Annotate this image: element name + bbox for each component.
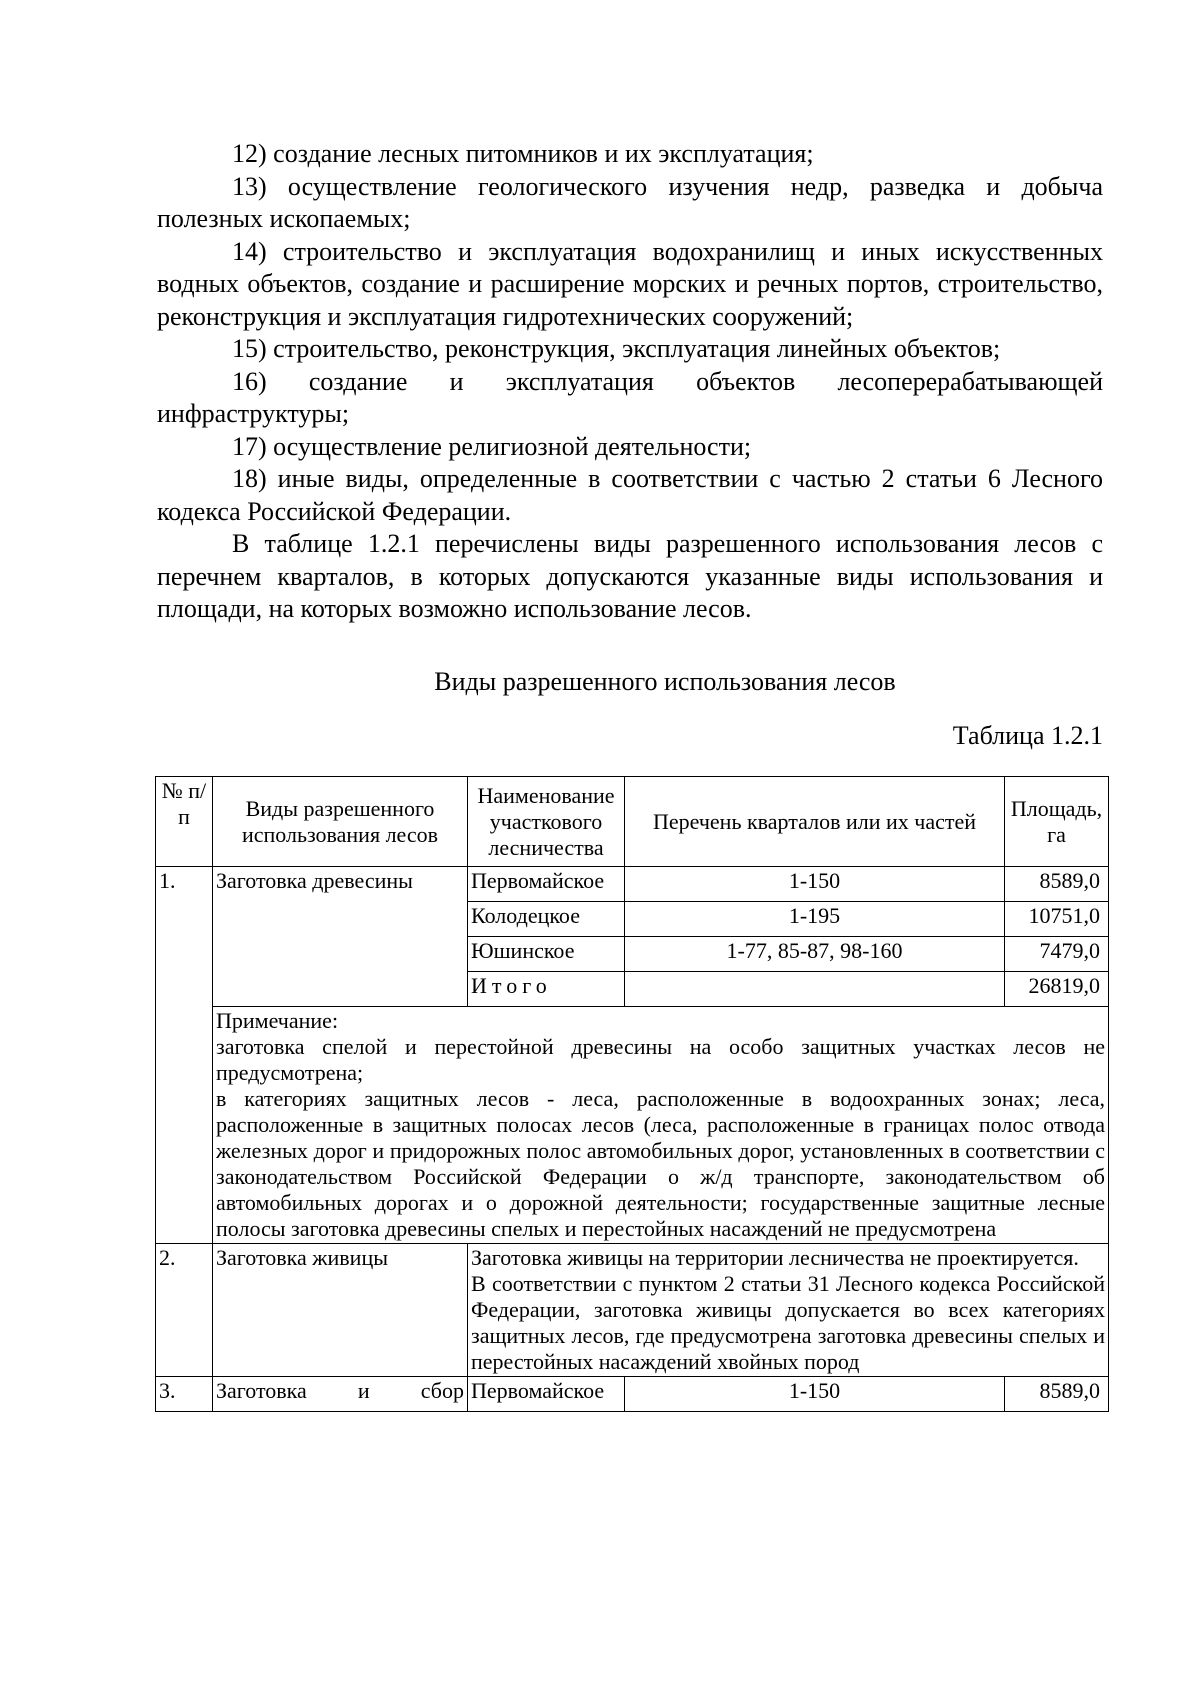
table-header-row bbox=[156, 777, 1109, 867]
table-row bbox=[156, 867, 1109, 902]
row1-total-quarters bbox=[625, 972, 1005, 1007]
row1-forestry-2: Колодецкое bbox=[468, 902, 625, 937]
header-kind: Виды разрешенного использования лесов bbox=[213, 777, 468, 867]
paragraph-12: 12) создание лесных питомников и их эксплуатация; bbox=[232, 139, 814, 168]
header-num: № п/п bbox=[156, 777, 213, 867]
row1-area-3: 7479,0 bbox=[1005, 937, 1109, 972]
row2-num: 2. bbox=[156, 1244, 213, 1377]
row3-forestry: Первомайское bbox=[468, 1377, 625, 1412]
row1-total-label: Итого bbox=[468, 972, 625, 1007]
row1-quarters-2: 1-195 bbox=[625, 902, 1005, 937]
table-row bbox=[156, 1007, 1109, 1244]
row2-text bbox=[468, 1244, 1109, 1377]
permitted-uses-table bbox=[155, 776, 1109, 1412]
paragraph-18: 18) иные виды, определенные в соответствии с частью 2 статьи 6 Лесного кодекса Российской Федерации. bbox=[157, 464, 1103, 526]
row3-area: 8589,0 bbox=[1005, 1377, 1109, 1412]
paragraph-16: 16) создание и эксплуатация объектов лесоперерабатывающей инфраструктуры; bbox=[157, 366, 1103, 428]
row3-quarters: 1-150 bbox=[625, 1377, 1005, 1412]
note-title: Примечание: bbox=[216, 1008, 339, 1033]
row1-num: 1. bbox=[156, 867, 213, 1244]
table-title: Виды разрешенного использования лесов bbox=[434, 666, 896, 696]
row1-area-1: 8589,0 bbox=[1005, 867, 1109, 902]
note-text-2: в категориях защитных лесов - леса, расположенные в водоохранных зонах; леса, расположенные в защитных полосах лесов (леса, расположенные в границах полос отвода железных дорог и придорожных полос автомобильных дорог, установленных в соответствии с законодательством Российской Федерации о ж/д транспорте, законодательством об автомобильных дорогах и о дорожной деятельности; государственные защитные лесные полосы заготовка древесины спелых и перестойных насаждений не предусмотрена bbox=[216, 1086, 1105, 1241]
row2-text-2: В соответствии с пунктом 2 статьи 31 Лесного кодекса Российской Федерации, заготовка живицы допускается во всех категориях защитных лесов, где предусмотрена заготовка древесины спелых и перестойных насаждений хвойных пород bbox=[471, 1271, 1105, 1374]
paragraph-17: 17) осуществление религиозной деятельности; bbox=[232, 431, 752, 461]
row3-num: 3. bbox=[156, 1377, 213, 1412]
header-forestry: Наименование участкового лесничества bbox=[468, 777, 625, 867]
row2-kind: Заготовка живицы bbox=[213, 1244, 468, 1377]
row1-forestry-1: Первомайское bbox=[468, 867, 625, 902]
table-row bbox=[156, 1244, 1109, 1377]
row1-forestry-3: Юшинское bbox=[468, 937, 625, 972]
row1-quarters-3: 1-77, 85-87, 98-160 bbox=[625, 937, 1005, 972]
paragraph-table-intro: В таблице 1.2.1 перечислены виды разрешенного использования лесов с перечнем кварталов, в которых допускаются указанные виды использования и площади, на которых возможно использование лесов. bbox=[157, 529, 1103, 623]
header-area: Площадь, га bbox=[1005, 777, 1109, 867]
row3-kind: Заготовка и сбор bbox=[213, 1377, 468, 1412]
row1-note bbox=[213, 1007, 1109, 1244]
row1-total-area: 26819,0 bbox=[1005, 972, 1109, 1007]
document-body bbox=[157, 138, 1103, 752]
row1-area-2: 10751,0 bbox=[1005, 902, 1109, 937]
paragraph-15: 15) строительство, реконструкция, эксплуатация линейных объектов; bbox=[232, 334, 1001, 363]
paragraph-13: 13) осуществление геологического изучения недр, разведка и добыча полезных ископаемых; bbox=[157, 171, 1103, 233]
table-number: Таблица 1.2.1 bbox=[952, 720, 1103, 750]
row1-quarters-1: 1-150 bbox=[625, 867, 1005, 902]
header-quarters: Перечень кварталов или их частей bbox=[625, 777, 1005, 867]
row2-text-1: Заготовка живицы на территории лесничества не проектируется. bbox=[471, 1245, 1079, 1270]
paragraph-14: 14) строительство и эксплуатация водохранилищ и иных искусственных водных объектов, создание и расширение морских и речных портов, строительство, реконструкция и эксплуатация гидротехнических сооружений; bbox=[157, 236, 1103, 331]
note-text-1: заготовка спелой и перестойной древесины на особо защитных участках лесов не предусмотрена; bbox=[216, 1034, 1105, 1085]
row1-kind: Заготовка древесины bbox=[213, 867, 468, 1007]
table-row bbox=[156, 1377, 1109, 1412]
